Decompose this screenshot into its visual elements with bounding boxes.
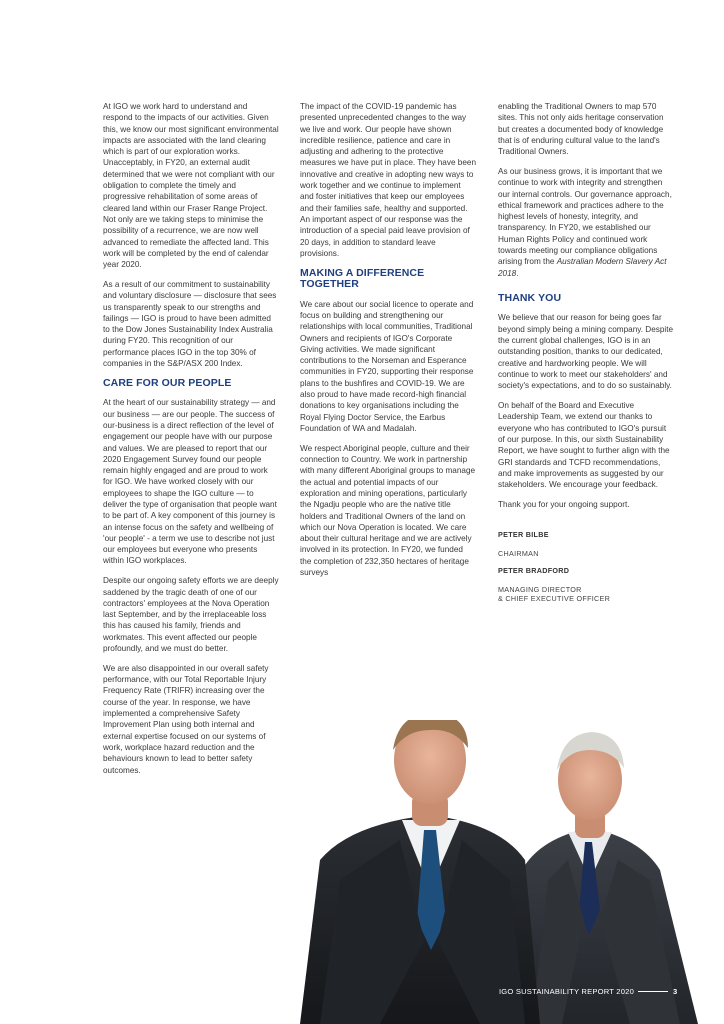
page-number: 3 [673, 987, 678, 996]
paragraph: We are also disappointed in our overall safety performance, with our Total Reportable Injury Frequency Rate (TRIFR) increasing over the course of the year. In response, we have implemented a comprehensive Safety Improvement Plan using both internal and external expertise focused on our systems of work, workplace hazard reduction and the behaviours known to lead to better safety outcomes. [103, 663, 269, 775]
period: . [516, 268, 519, 278]
paragraph: enabling the Traditional Owners to map 570 sites. This not only aids heritage conservation but creates a documented body of knowledge that is of enduring cultural value to the land's Traditional Owners. [498, 102, 664, 157]
footer-rule [638, 991, 668, 992]
column-3 [498, 101, 674, 603]
paragraph [498, 166, 674, 279]
paragraph-text: As our business grows, it is important that we continue to work with integrity and strengthen our internal controls. Our governance approach, ethical framework and practices adhere to the highest levels of honesty, integrity, and transparency. In FY20, we established our Human Rights Policy and continued work towards meeting our compliance obligations arising from the [498, 166, 672, 267]
column-1 [103, 101, 279, 784]
paragraph: As a result of our commitment to sustainability and voluntary disclosure — disclosure that sees us transparently speak to our strengths and failings — IGO is proud to have been admitted to the Dow Jones Sustainability Index Australia during FY20. This recognition of our performance places IGO in the top 30% of companies in the S&P/ASX 200 Index. [103, 279, 277, 369]
signatory-name: PETER BILBE [498, 530, 549, 540]
section-heading-making-a-difference: MAKING A DIFFERENCE TOGETHER [300, 266, 425, 291]
report-title: IGO SUSTAINABILITY REPORT 2020 [499, 987, 635, 996]
section-heading-care-for-our-people: CARE FOR OUR PEOPLE [103, 376, 232, 389]
signatory-title: CHAIRMAN [498, 548, 539, 558]
executives-photo [300, 720, 706, 1024]
signatory-title [498, 585, 674, 603]
paragraph: On behalf of the Board and Executive Leadership Team, we extend our thanks to everyone who has contributed to IGO's pursuit of our purpose. In this, our sixth Sustainability Report, we have sought to further align with the GRI standards and TCFD recommendations, and make improvements as suggested by our stakeholders. We encourage your feedback. [498, 401, 670, 490]
paragraph: At the heart of our sustainability strategy — and our business — are our people. The success of our-business is a direct reflection of the level of engagement our people have with our purpose and values. We are pleased to report that our 2020 Engagement Survey found our people remain highly engaged and are proud to work for IGO. We have worked closely with our employees to shape the IGO culture — to deliver the type of organisation that people want to be part of. A key component of this journey is an intense focus on the safety and wellbeing of 'our people' - a term we use to describe not just our employees but everyone who presents within IGO workplaces. [103, 398, 277, 566]
person-left [300, 720, 540, 1024]
signatory-block [498, 530, 674, 603]
paragraph: We believe that our reason for being goes far beyond simply being a mining company. Despite the current global challenges, IGO is in an outstanding position, thanks to our dedicated, creative and hardworking people. We will continue to work to meet our stakeholders' and society's expectations, and to do so sustainably. [498, 313, 674, 391]
paragraph: Despite our ongoing safety efforts we are deeply saddened by the tragic death of one of our contractors' employees at the Nova Operation last September, and by the irreplaceable loss this has caused his family, friends and workmates. This event affected our people profoundly, and we must do better. [103, 576, 279, 654]
title-line: MANAGING DIRECTOR [498, 584, 582, 594]
paragraph: At IGO we work hard to understand and respond to the impacts of our activities. Given this, we know our most significant environmental impacts are associated with the land clearing which is part of our exploration works. Unacceptably, in FY20, an external audit determined that we were not compliant with our obligation to complete the timely and progressive rehabilitation of some areas of cleared land within our Fraser Range Project. Not only are we taking steps to minimise the possibility of a recurrence, we are now well advanced to remediate the affected land. This work will be completed by the end of calendar year 2020. [103, 102, 279, 270]
paragraph: We care about our social licence to operate and focus on building and strengthening our relationships with local communities, Traditional Owners and recipients of IGO's Corporate Giving activities. We made significant contributions to the Norseman and Esperance communities in FY20, supporting their response plans to the bushfires and COVID-19. We are also proud to have made record-high financial donations to key organisations including the Royal Flying Doctor Service, the Earbus Foundation of WA and Madalah. [300, 299, 474, 433]
section-heading-thank-you: THANK YOU [498, 291, 562, 304]
paragraph: The impact of the COVID-19 pandemic has presented unprecedented changes to the way we live and work. Our people have shown incredible resilience, patience and care in adjusting and adhering to the protective measures we have put in place. They have been innovative and creative in adopting new ways to work together and we continue to implement and foster initiatives that keep our employees and their families safe, healthy and supported. An important aspect of our response was the introduction of a special paid leave provision of 20 days, in addition to standard leave provisions. [300, 102, 476, 258]
title-line: & CHIEF EXECUTIVE OFFICER [498, 593, 611, 603]
paragraph: We respect Aboriginal people, culture and their connection to Country. We work in partnership with many different Aboriginal groups to manage the actual and potential impacts of our exploration and mining operations, particularly the Ngadju people who are the native title holders and Traditional Owners of the land on which our Nova Operation is located. We care about their cultural heritage and we are actively involved in its protection. In FY20, we funded the completion of 232,350 hectares of heritage surveys [300, 443, 476, 577]
paragraph: Thank you for your ongoing support. [498, 499, 630, 509]
column-2 [300, 101, 476, 587]
page-footer [499, 987, 677, 996]
person-right [515, 732, 698, 1024]
act-name: Australian Modern Slavery Act 2018 [498, 257, 667, 278]
signatory-name: PETER BRADFORD [498, 566, 570, 576]
